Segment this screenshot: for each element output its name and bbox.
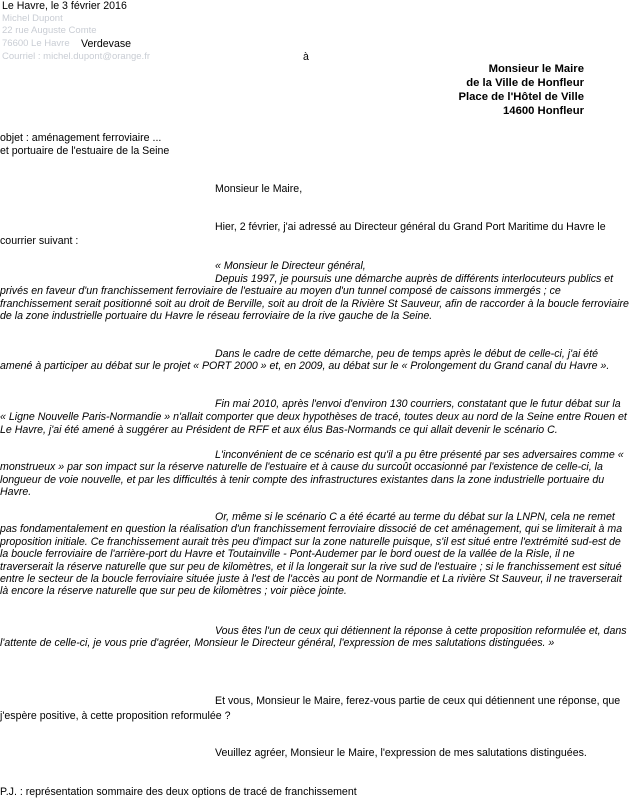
sender-street: 22 rue Auguste Comte <box>2 25 97 36</box>
sender-name-suffix: Verdevase <box>81 38 132 50</box>
attachment-note: P.J. : représentation sommaire des deux options de tracé de franchissement <box>0 786 357 798</box>
recipient-line-3: Place de l'Hôtel de Ville <box>458 91 584 103</box>
sender-email: Courriel : michel.dupont@orange.fr <box>2 51 150 62</box>
quote-open: « Monsieur le Directeur général, <box>215 260 366 272</box>
subject-line-2: et portuaire de l'estuaire de la Seine <box>0 145 170 157</box>
quote-paragraph-2: Dans le cadre de cette démarche, peu de temps après le début de celle-ci, j'ai été amené à participer au débat sur le projet « PORT 2000 » et, en 2009, au débat sur le « Prolongement du Grand canal du Havre ». <box>0 348 610 373</box>
subject-line-1: objet : aménagement ferroviaire ... <box>0 132 162 144</box>
recipient-line-2: de la Ville de Honfleur <box>466 77 584 89</box>
date-line: Le Havre, le 3 février 2016 <box>2 0 127 12</box>
a-label: à <box>303 51 309 63</box>
quote-paragraph-4: L'inconvénient de ce scénario est qu'il a pu être présenté par ses adversaires comme « monstrueux » par son impact sur la réserve naturelle de l'estuaire et à cause du surcoût occasionné par l'existence de celle-ci, la longueur de voie nouvelle, et par les difficultés à tenir compte des infrastructures existantes dans la zone industrielle portuaire du Havre. <box>0 449 624 499</box>
salutation: Monsieur le Maire, <box>215 183 303 195</box>
quote-paragraph-3: Fin mai 2010, après l'envoi d'environ 130 courriers, constatant que le futur débat sur la « Ligne Nouvelle Paris-Normandie » n'allait comporter que deux hypothèses de tracé, toutes deux au nord de la Seine entre Rouen et Le Havre, j'ai été amené à suggérer au Président de RFF et aux élus Bas-Normands ce qui allait devenir le scénario C. <box>0 398 627 436</box>
sender-city: 76600 Le Havre <box>2 38 70 49</box>
intro-paragraph: Hier, 2 février, j'ai adressé au Directeur général du Grand Port Maritime du Havre le courrier suivant : <box>0 221 606 247</box>
quote-paragraph-5: Or, même si le scénario C a été écarté au terme du débat sur la LNPN, cela ne remet pas fondamentalement en question la réalisation d'un franchissement ferroviaire dissocié de cet aménagement, qui se limiterait à ma proposition initiale. Ce franchissement aurait très peu d'impact sur la zone naturelle puisque, s'il est situé entre l'extrémité sud-est de la boucle ferroviaire de l'arrière-port du Havre et Toutainville - Pont-Audemer par le bord ouest de la vallée de la Risle, il ne traverserait la réserve naturelle que sur peu de kilomètres, et il la longerait sur la rive sud de l'estuaire ; si le franchissement est situé entre le secteur de la boucle ferroviaire située juste à l'est de l'accès au pont de Normandie et La rivière St Sauveur, il ne traverserait là encore la réserve naturelle que sur peu de kilomètres ; voir pièce jointe. <box>0 511 623 598</box>
question-paragraph: Et vous, Monsieur le Maire, ferez-vous partie de ceux qui détiennent une réponse, que j'espère positive, à cette proposition reformulée ? <box>0 695 621 722</box>
closing-formula: Veuillez agréer, Monsieur le Maire, l'expression de mes salutations distinguées. <box>215 747 587 759</box>
sender-name: Michel Dupont <box>2 13 63 24</box>
quote-paragraph-6: Vous êtes l'un de ceux qui détiennent la réponse à cette proposition reformulée et, dans l'attente de celle-ci, je vous prie d'agréer, Monsieur le Directeur général, l'expression de mes salutations distinguées. » <box>0 625 627 650</box>
recipient-line-1: Monsieur le Maire <box>488 63 584 75</box>
recipient-line-4: 14600 Honfleur <box>503 105 584 117</box>
quote-paragraph-1: Depuis 1997, je poursuis une démarche auprès de différents interlocuteurs publics et privés en faveur d'un franchissement ferroviaire de l'estuaire au moyen d'un tunnel composé de caissons immergés ; ce franchissement serait positionné soit au droit de Berville, soit au droit de la Rivière St Sauveur, afin de raccorder à la boucle ferroviaire de la zone industrielle portuaire du Havre le réseau ferroviaire de la rive gauche de la Seine. <box>0 273 629 323</box>
